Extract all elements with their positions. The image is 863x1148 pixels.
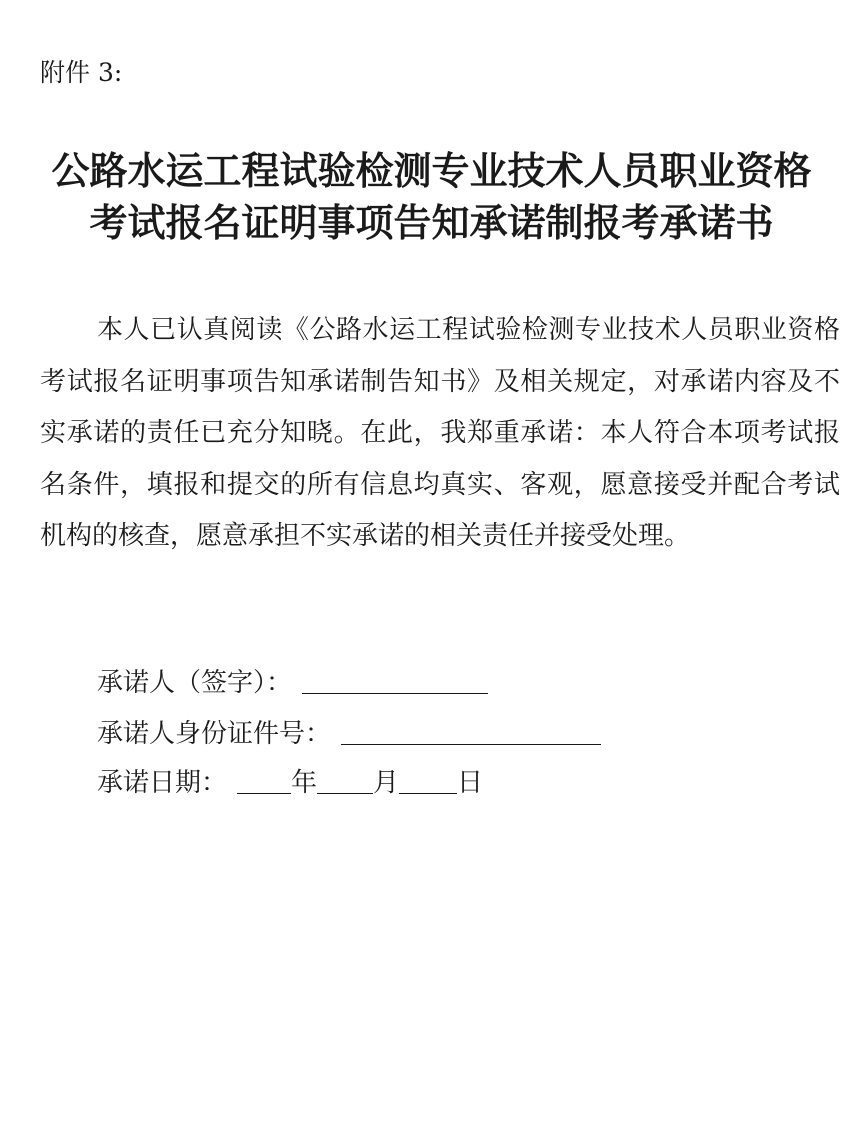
attachment-label: 附件 3: — [40, 58, 123, 87]
date-label: 承诺日期： — [97, 768, 228, 798]
month-label: 月 — [373, 768, 400, 798]
document-title-line-1: 公路水运工程试验检测专业技术人员职业资格 — [51, 148, 812, 193]
signer-signature-blank[interactable] — [302, 662, 488, 694]
signer-label: 承诺人（签字）： — [97, 668, 293, 698]
signer-id-label: 承诺人身份证件号： — [97, 719, 332, 749]
document-title-line-2: 考试报名证明事项告知承诺制报考承诺书 — [89, 200, 774, 245]
signer-id-row — [97, 712, 601, 756]
signer-signature-row — [97, 661, 488, 705]
year-label: 年 — [291, 768, 318, 798]
day-blank[interactable] — [399, 762, 457, 794]
signer-id-blank[interactable] — [341, 713, 601, 745]
day-label: 日 — [457, 768, 484, 798]
commitment-paragraph: 本人已认真阅读《公路水运工程试验检测专业技术人员职业资格考试报名证明事项告知承诺制告知书》及相关规定，对承诺内容及不实承诺的责任已充分知晓。在此，我郑重承诺：本人符合本项考试报名条件，填报和提交的所有信息均真实、客观，愿意接受并配合考试机构的核查，愿意承担不实承诺的相关责任并接受处理。 — [40, 315, 840, 551]
commitment-date-row — [97, 761, 483, 805]
year-blank[interactable] — [237, 762, 291, 794]
month-blank[interactable] — [317, 762, 373, 794]
